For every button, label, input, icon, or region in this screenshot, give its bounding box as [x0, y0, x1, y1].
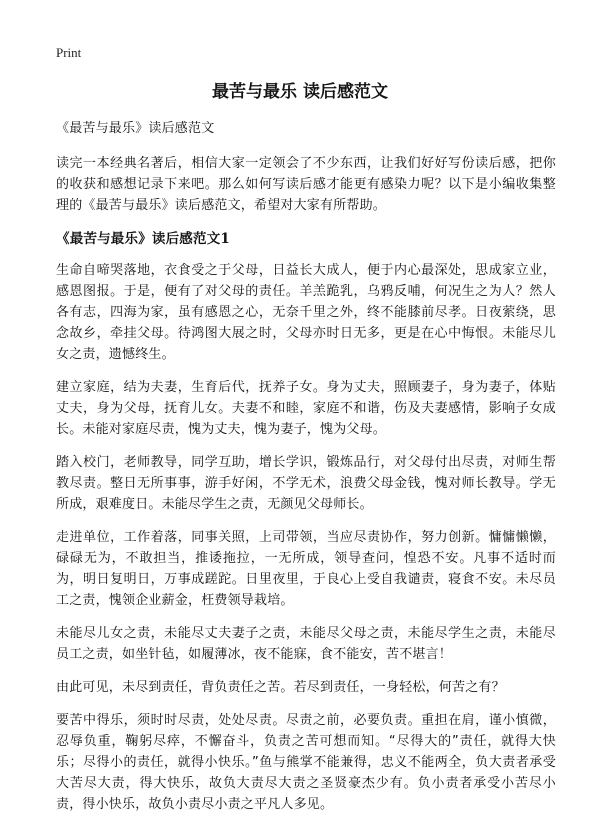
body-paragraph-4: 走进单位，工作着落，同事关照，上司带领，当应尽责协作，努力创新。慵慵懒懒，碌碌无为，不敢担当，推诿拖拉，一无所成，领导查问，惶恐不安。凡事不适时而为，明日复明日，万事成蹉跎。日里夜里，于良心上受自我谴责，寝食不安。未尽员工之责，愧领企业薪金，枉费领导栽培。	[56, 530, 556, 608]
body-paragraph-5: 未能尽儿女之责，未能尽丈夫妻子之责，未能尽父母之责，未能尽学生之责，未能尽员工之责，如坐针毡，如履薄冰，夜不能寐，食不能安，苦不堪言！	[56, 626, 556, 662]
body-paragraph-3: 踏入校门，老师教导，同学互助，增长学识，锻炼品行，对父母付出尽责，对师生帮教尽责。整日无所事事，游手好闲，不学无术，浪费父母金钱，愧对师长教导。学无所成，艰难度日。未能尽学生之责，无颜见父母师长。	[56, 455, 556, 512]
body-paragraph-1: 生命自啼哭落地，衣食受之于父母，日益长大成人，便于内心最深处，思成家立业，感恩图报。于是，便有了对父母的责任。羊羔跪乳，乌鸦反哺，何况生之为人？然人各有志，四海为家，虽有感恩之心，无奈千里之外，终不能膝前尽孝。日夜萦绕，思念故乡，牵挂父母。待鸿图大展之时，父母亦时日无多，更是在心中悔恨。未能尽儿女之责，遗憾终生。	[56, 263, 556, 362]
article-subtitle: 《最苦与最乐》读后感范文	[56, 121, 215, 136]
article-body	[56, 118, 556, 827]
page-title: 最苦与最乐 读后感范文	[212, 82, 388, 102]
print-link[interactable]: Print	[56, 45, 82, 60]
body-paragraph-7: 要苦中得乐，须时时尽责，处处尽责。尽责之前，必要负责。重担在肩，谨小慎微，忍辱负重，鞠躬尽瘁，不懈奋斗，负责之苦可想而知。“尽得大的”责任，就得大快乐；尽得小的责任，就得小快乐。”鱼与熊掌不能兼得，忠义不能两全，负大责者承受大苦尽大责，得大快乐，故负大责尽大责之圣贤豪杰少有。负小责者承受小苦尽小责，得小快乐，故负小责尽小责之平凡人多见。	[56, 713, 556, 812]
section-heading: 《最苦与最乐》读后感范文1	[56, 231, 230, 247]
intro-paragraph: 读完一本经典名著后，相信大家一定领会了不少东西，让我们好好写份读后感，把你的收获和感想记录下来吧。那么如何写读后感才能更有感染力呢？以下是小编收集整理的《最苦与最乐》读后感范文，希望对大家有所帮助。	[56, 156, 556, 213]
body-paragraph-2: 建立家庭，结为夫妻，生育后代，抚养子女。身为丈夫，照顾妻子，身为妻子，体贴丈夫，身为父母，抚育儿女。夫妻不和睦，家庭不和谐，伤及夫妻感情，影响子女成长。未能对家庭尽责，愧为丈夫，愧为妻子，愧为父母。	[56, 380, 556, 437]
body-paragraph-6: 由此可见，未尽到责任，背负责任之苦。若尽到责任，一身轻松，何苦之有？	[56, 680, 505, 695]
